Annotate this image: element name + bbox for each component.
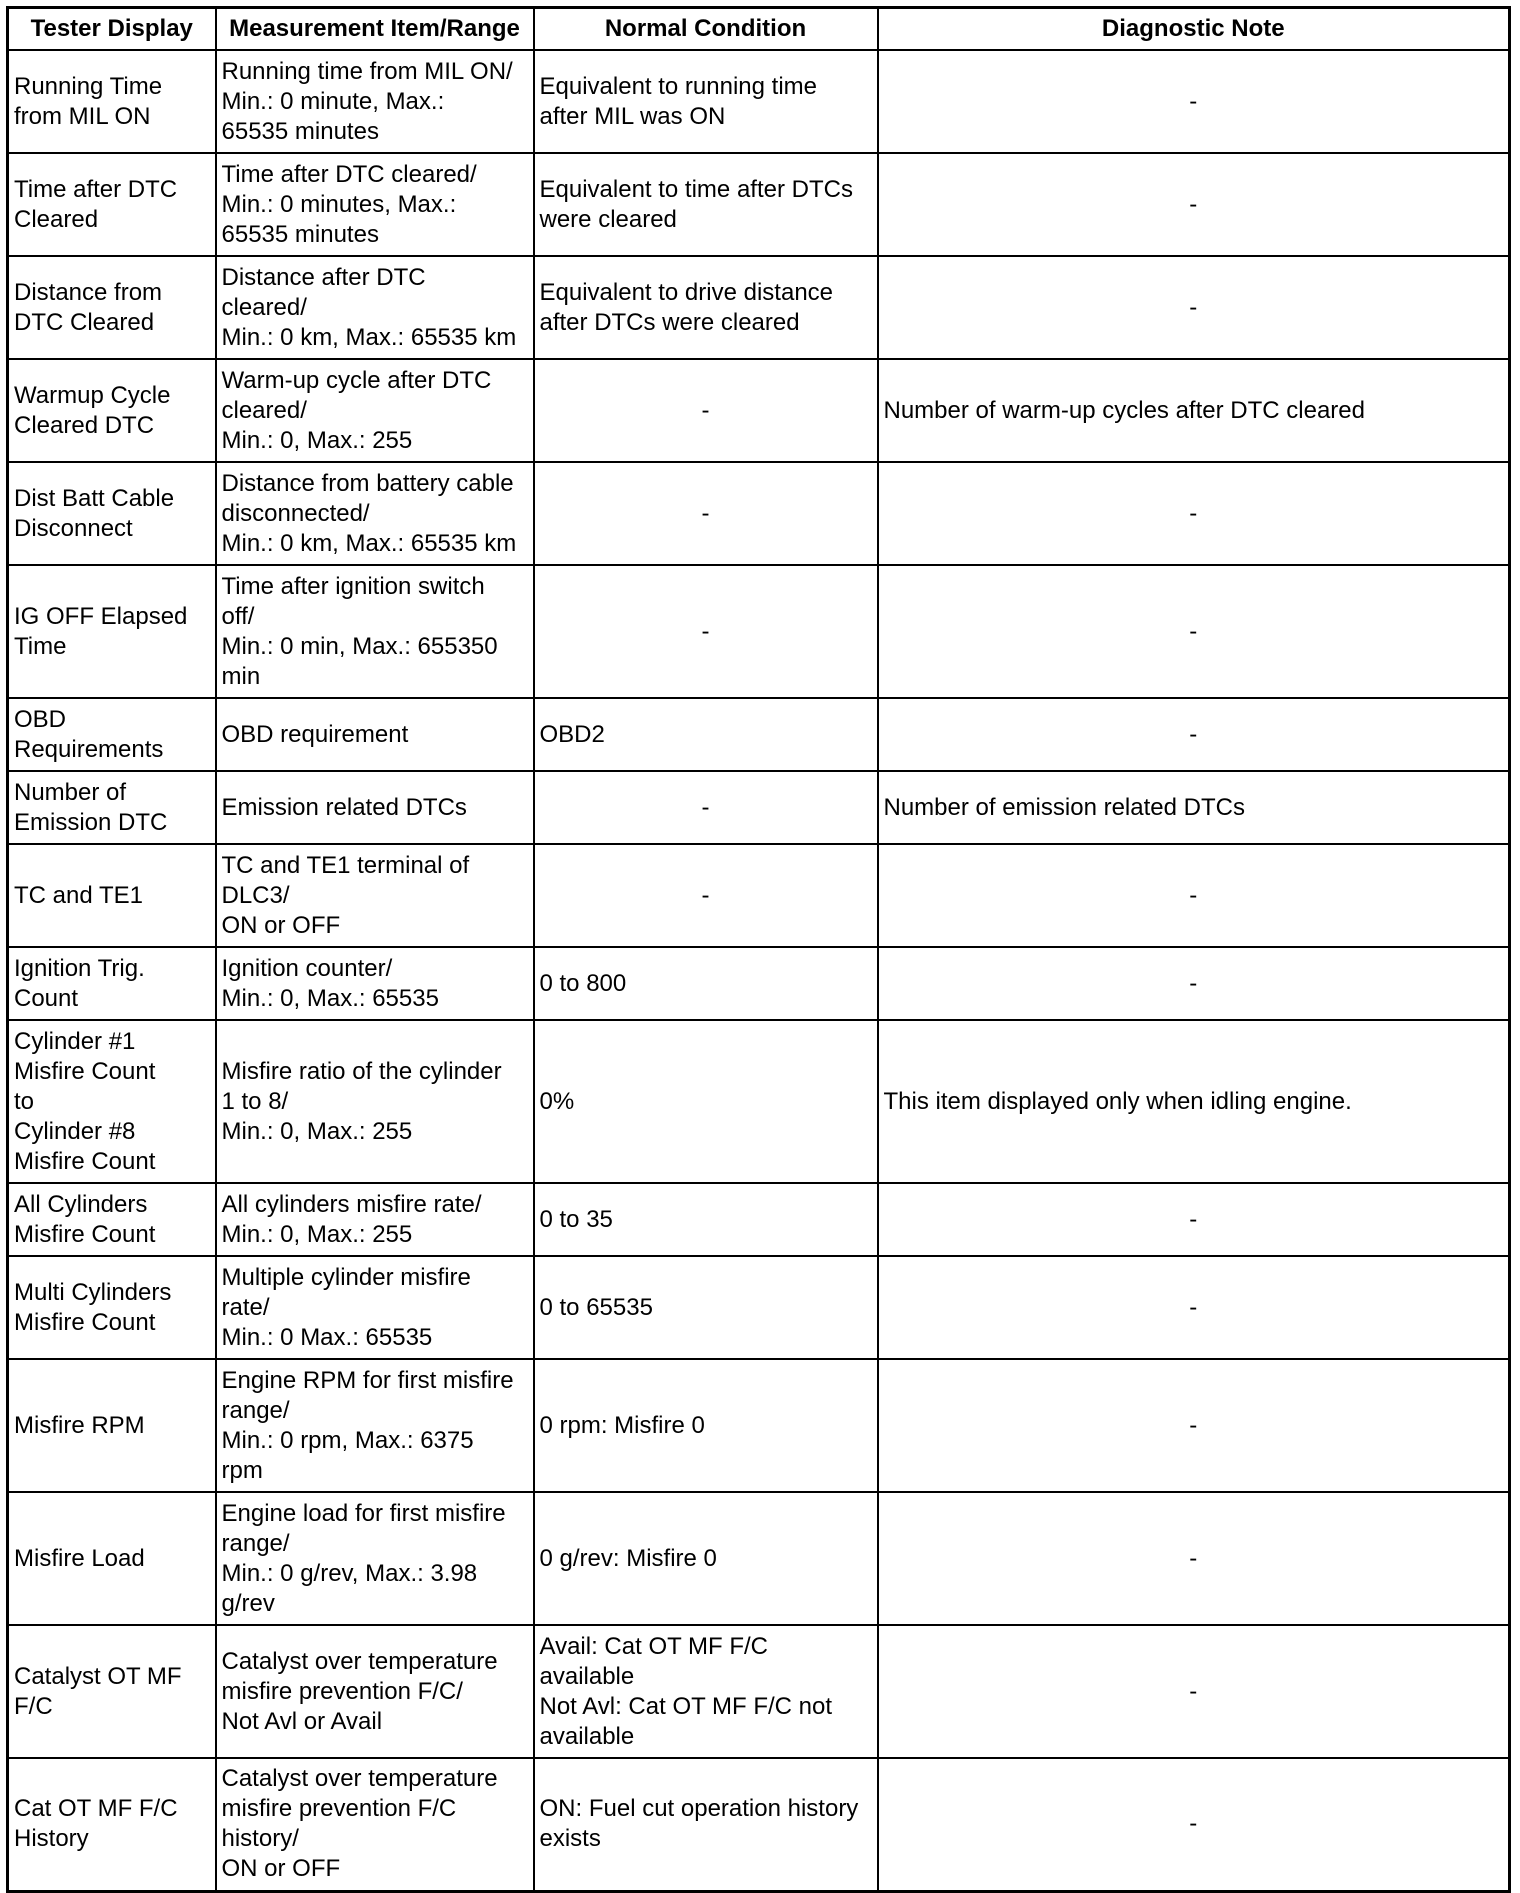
normal-condition-cell: - bbox=[534, 771, 878, 844]
tester-display-cell: Number of Emission DTC bbox=[8, 771, 216, 844]
diagnostic-note-cell: - bbox=[878, 844, 1510, 947]
tester-display-cell: Catalyst OT MF F/C bbox=[8, 1625, 216, 1758]
measurement-range-cell: Distance after DTC cleared/ Min.: 0 km, Max.: 65535 km bbox=[216, 256, 534, 359]
table-row bbox=[8, 50, 1510, 153]
measurement-range-cell: Misfire ratio of the cylinder 1 to 8/ Min.: 0, Max.: 255 bbox=[216, 1020, 534, 1183]
normal-condition-cell: Avail: Cat OT MF F/C available Not Avl: Cat OT MF F/C not available bbox=[534, 1625, 878, 1758]
tester-display-cell: Multi Cylinders Misfire Count bbox=[8, 1256, 216, 1359]
normal-condition-cell: - bbox=[534, 844, 878, 947]
diagnostic-note-cell: - bbox=[878, 698, 1510, 771]
diagnostic-note-cell: - bbox=[878, 1625, 1510, 1758]
table-row bbox=[8, 1020, 1510, 1183]
tester-display-cell: Time after DTC Cleared bbox=[8, 153, 216, 256]
diagnostic-note-cell: - bbox=[878, 462, 1510, 565]
normal-condition-cell: Equivalent to drive distance after DTCs were cleared bbox=[534, 256, 878, 359]
header-diagnostic-note: Diagnostic Note bbox=[878, 8, 1510, 51]
normal-condition-cell: - bbox=[534, 565, 878, 698]
diagnostic-note-cell: - bbox=[878, 50, 1510, 153]
diagnostic-note-cell: - bbox=[878, 1758, 1510, 1891]
table-row bbox=[8, 462, 1510, 565]
measurement-range-cell: Distance from battery cable disconnected/ Min.: 0 km, Max.: 65535 km bbox=[216, 462, 534, 565]
diagnostic-note-cell: - bbox=[878, 256, 1510, 359]
diagnostic-note-cell: - bbox=[878, 1492, 1510, 1625]
header-measurement-item: Measurement Item/Range bbox=[216, 8, 534, 51]
table-row bbox=[8, 153, 1510, 256]
diagnostic-note-cell: Number of warm-up cycles after DTC cleared bbox=[878, 359, 1510, 462]
table-row bbox=[8, 1256, 1510, 1359]
measurement-range-cell: All cylinders misfire rate/ Min.: 0, Max.: 255 bbox=[216, 1183, 534, 1256]
normal-condition-cell: 0 rpm: Misfire 0 bbox=[534, 1359, 878, 1492]
table-row bbox=[8, 844, 1510, 947]
diagnostic-note-cell: - bbox=[878, 947, 1510, 1020]
normal-condition-cell: 0% bbox=[534, 1020, 878, 1183]
table-row bbox=[8, 698, 1510, 771]
diagnostic-note-cell: This item displayed only when idling engine. bbox=[878, 1020, 1510, 1183]
normal-condition-cell: 0 to 800 bbox=[534, 947, 878, 1020]
data-list-table bbox=[6, 6, 1511, 1893]
normal-condition-cell: OBD2 bbox=[534, 698, 878, 771]
table-row bbox=[8, 947, 1510, 1020]
measurement-range-cell: TC and TE1 terminal of DLC3/ ON or OFF bbox=[216, 844, 534, 947]
table-row bbox=[8, 1492, 1510, 1625]
diagnostic-note-cell: - bbox=[878, 1359, 1510, 1492]
header-row bbox=[8, 8, 1510, 51]
measurement-range-cell: Ignition counter/ Min.: 0, Max.: 65535 bbox=[216, 947, 534, 1020]
tester-display-cell: Misfire Load bbox=[8, 1492, 216, 1625]
measurement-range-cell: OBD requirement bbox=[216, 698, 534, 771]
diagnostic-note-cell: - bbox=[878, 1256, 1510, 1359]
tester-display-cell: Distance from DTC Cleared bbox=[8, 256, 216, 359]
normal-condition-cell: 0 to 35 bbox=[534, 1183, 878, 1256]
diagnostic-note-cell: - bbox=[878, 1183, 1510, 1256]
measurement-range-cell: Running time from MIL ON/ Min.: 0 minute, Max.: 65535 minutes bbox=[216, 50, 534, 153]
table-row bbox=[8, 1758, 1510, 1891]
normal-condition-cell: 0 g/rev: Misfire 0 bbox=[534, 1492, 878, 1625]
table-row bbox=[8, 1625, 1510, 1758]
measurement-range-cell: Multiple cylinder misfire rate/ Min.: 0 Max.: 65535 bbox=[216, 1256, 534, 1359]
measurement-range-cell: Catalyst over temperature misfire prevention F/C history/ ON or OFF bbox=[216, 1758, 534, 1891]
normal-condition-cell: - bbox=[534, 359, 878, 462]
tester-display-cell: Misfire RPM bbox=[8, 1359, 216, 1492]
tester-display-cell: TC and TE1 bbox=[8, 844, 216, 947]
table-row bbox=[8, 256, 1510, 359]
table-row bbox=[8, 565, 1510, 698]
table-row bbox=[8, 359, 1510, 462]
tester-display-cell: Warmup Cycle Cleared DTC bbox=[8, 359, 216, 462]
diagnostic-note-cell: Number of emission related DTCs bbox=[878, 771, 1510, 844]
measurement-range-cell: Engine load for first misfire range/ Min.: 0 g/rev, Max.: 3.98 g/rev bbox=[216, 1492, 534, 1625]
tester-display-cell: Cylinder #1 Misfire Count to Cylinder #8 Misfire Count bbox=[8, 1020, 216, 1183]
measurement-range-cell: Time after DTC cleared/ Min.: 0 minutes, Max.: 65535 minutes bbox=[216, 153, 534, 256]
normal-condition-cell: Equivalent to running time after MIL was ON bbox=[534, 50, 878, 153]
tester-display-cell: Cat OT MF F/C History bbox=[8, 1758, 216, 1891]
diagnostic-note-cell: - bbox=[878, 565, 1510, 698]
tester-display-cell: Ignition Trig. Count bbox=[8, 947, 216, 1020]
tester-display-cell: Running Time from MIL ON bbox=[8, 50, 216, 153]
tester-display-cell: Dist Batt Cable Disconnect bbox=[8, 462, 216, 565]
tester-display-cell: All Cylinders Misfire Count bbox=[8, 1183, 216, 1256]
header-normal-condition: Normal Condition bbox=[534, 8, 878, 51]
header-tester-display: Tester Display bbox=[8, 8, 216, 51]
measurement-range-cell: Catalyst over temperature misfire prevention F/C/ Not Avl or Avail bbox=[216, 1625, 534, 1758]
measurement-range-cell: Emission related DTCs bbox=[216, 771, 534, 844]
table-row bbox=[8, 771, 1510, 844]
measurement-range-cell: Warm-up cycle after DTC cleared/ Min.: 0, Max.: 255 bbox=[216, 359, 534, 462]
table-row bbox=[8, 1359, 1510, 1492]
diagnostic-note-cell: - bbox=[878, 153, 1510, 256]
normal-condition-cell: 0 to 65535 bbox=[534, 1256, 878, 1359]
normal-condition-cell: Equivalent to time after DTCs were cleared bbox=[534, 153, 878, 256]
tester-display-cell: OBD Requirements bbox=[8, 698, 216, 771]
table-row bbox=[8, 1183, 1510, 1256]
tester-display-cell: IG OFF Elapsed Time bbox=[8, 565, 216, 698]
measurement-range-cell: Engine RPM for first misfire range/ Min.: 0 rpm, Max.: 6375 rpm bbox=[216, 1359, 534, 1492]
measurement-range-cell: Time after ignition switch off/ Min.: 0 min, Max.: 655350 min bbox=[216, 565, 534, 698]
normal-condition-cell: - bbox=[534, 462, 878, 565]
normal-condition-cell: ON: Fuel cut operation history exists bbox=[534, 1758, 878, 1891]
